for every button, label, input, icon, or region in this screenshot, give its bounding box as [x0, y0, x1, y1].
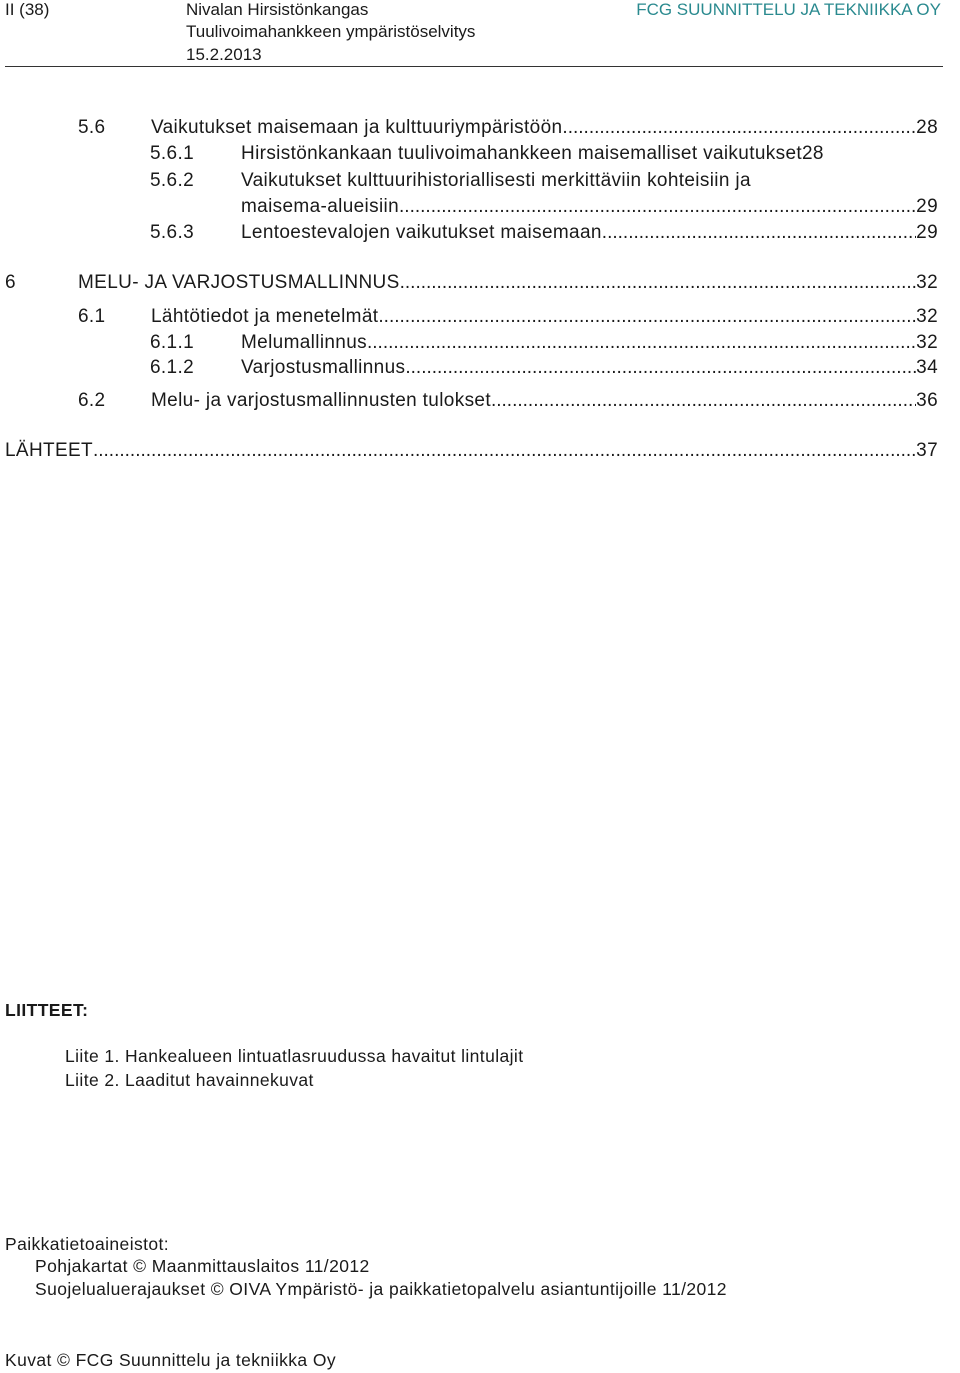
toc-entry-5-6-2-cont[interactable]: maisema-alueisiin ..... 29 — [241, 195, 938, 219]
toc-entry-5-6-2[interactable]: 5.6.2 Vaikutukset kulttuurihistoriallisesti merkittäviin kohteisiin ja — [150, 170, 751, 191]
toc-leader — [491, 389, 916, 413]
toc-page: 29 — [916, 196, 938, 217]
toc-entry-6-1-1[interactable]: 6.1.1 Melumallinnus ..... 32 — [150, 331, 938, 355]
toc-entry-5-6[interactable]: 5.6 Vaikutukset maisemaan ja kulttuuriympäristöön ..... 28 — [78, 116, 938, 140]
page-number-label: II (38) — [5, 0, 50, 19]
report-title: Tuulivoimahankkeen ympäristöselvitys — [186, 22, 476, 41]
toc-leader — [93, 439, 916, 463]
toc-page: 34 — [916, 357, 938, 378]
toc-page: 37 — [916, 440, 938, 461]
project-name: Nivalan Hirsistönkangas — [186, 0, 369, 19]
sources-heading: Paikkatietoaineistot: — [5, 1234, 170, 1254]
toc-entry-6-2[interactable]: 6.2 Melu- ja varjostusmallinnusten tulokset ..... 36 — [78, 389, 938, 413]
toc-leader — [405, 356, 916, 380]
toc-page: 32 — [916, 306, 938, 327]
toc-leader — [602, 221, 916, 245]
toc-entry-5-6-3[interactable]: 5.6.3 Lentoestevalojen vaikutukset maisemaan ..... 29 — [150, 221, 938, 245]
report-date: 15.2.2013 — [186, 45, 262, 64]
appendix-item-1: Liite 1. Hankealueen lintuatlasruudussa havaitut lintulajit — [65, 1046, 524, 1066]
company-name: FCG SUUNNITTELU JA TEKNIIKKA OY — [636, 0, 941, 19]
toc-entry-5-6-1[interactable]: 5.6.1 Hirsistönkankaan tuulivoimahankkeen maisemalliset vaikutukset28 — [150, 143, 824, 164]
toc-page: 32 — [916, 272, 938, 293]
header-divider — [5, 66, 943, 67]
toc-page: 28 — [916, 117, 938, 138]
toc-leader — [562, 116, 916, 140]
toc-leader — [367, 331, 916, 355]
toc-entry-6[interactable]: 6 MELU- JA VARJOSTUSMALLINNUS ..... 32 — [5, 271, 938, 295]
toc-page: 36 — [916, 390, 938, 411]
images-credit: Kuvat © FCG Suunnittelu ja tekniikka Oy — [5, 1350, 336, 1370]
toc-page: 32 — [916, 332, 938, 353]
source-line-2: Suojelualuerajaukset © OIVA Ympäristö- ja paikkatietopalvelu asiantuntijoille 11/2012 — [35, 1279, 727, 1299]
toc-entry-lahteet[interactable]: LÄHTEET ..... 37 — [5, 439, 938, 463]
appendices-heading: LIITTEET: — [5, 1000, 89, 1020]
toc-entry-6-1[interactable]: 6.1 Lähtötiedot ja menetelmät ..... 32 — [78, 305, 938, 329]
toc-leader — [378, 305, 916, 329]
toc-page: 29 — [916, 222, 938, 243]
appendix-item-2: Liite 2. Laaditut havainnekuvat — [65, 1070, 314, 1090]
toc-leader — [399, 195, 916, 219]
source-line-1: Pohjakartat © Maanmittauslaitos 11/2012 — [35, 1256, 370, 1276]
toc-entry-6-1-2[interactable]: 6.1.2 Varjostusmallinnus ..... 34 — [150, 356, 938, 380]
toc-leader — [400, 271, 917, 295]
